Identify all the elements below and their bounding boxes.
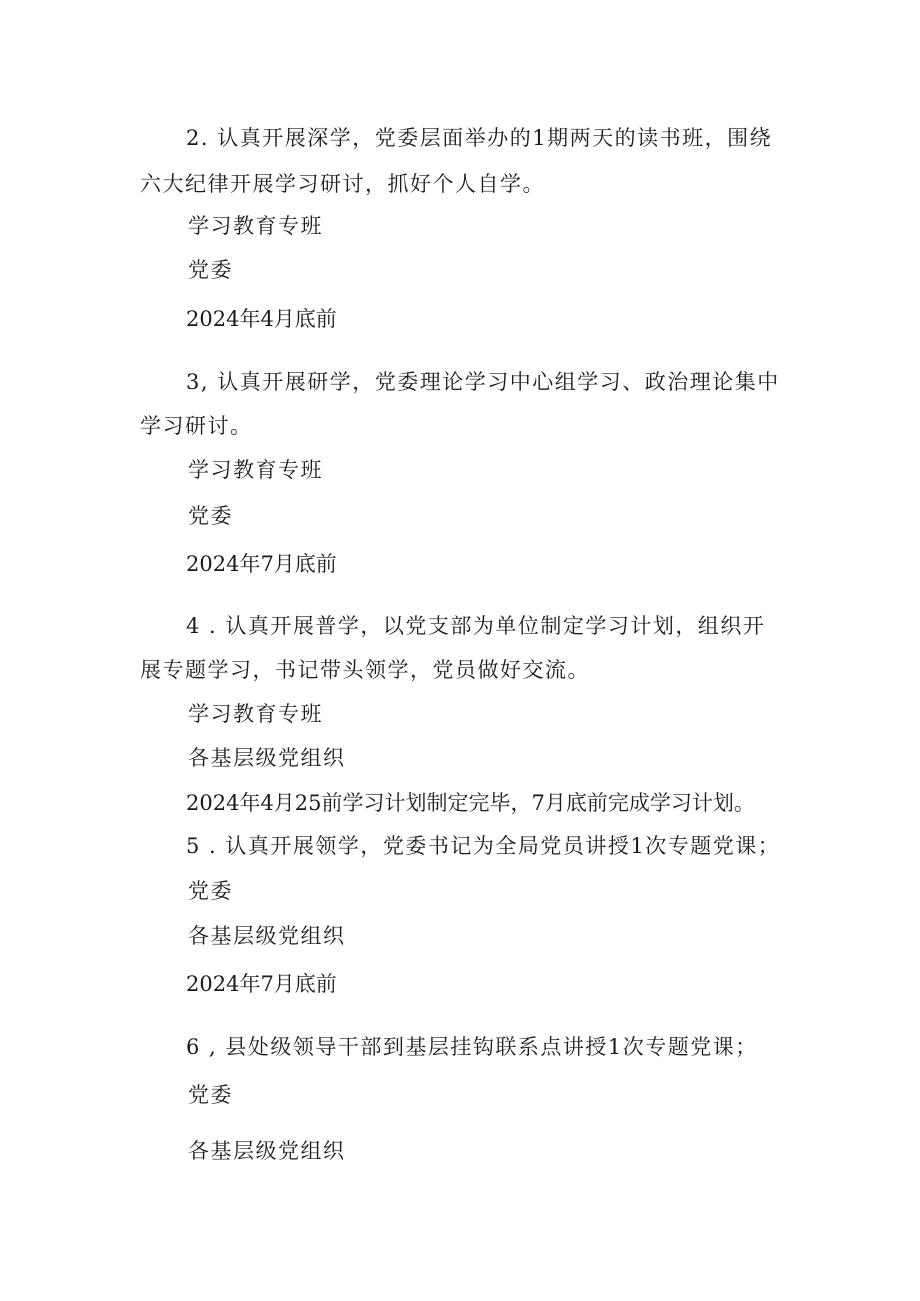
item-5-lead: 各基层级党组织 [188, 924, 346, 948]
item-2-lead: 党委 [188, 258, 233, 282]
item-2-line-2: 六大纪律开展学习研讨，抓好个人自学。 [140, 172, 545, 196]
item-3-deadline: 2024年7月底前 [186, 552, 337, 576]
item-6-lead: 各基层级党组织 [188, 1139, 346, 1163]
item-2-deadline: 2024年4月底前 [186, 307, 337, 331]
item-3-responsible-unit: 学习教育专班 [188, 458, 323, 482]
item-4-responsible-unit: 学习教育专班 [188, 702, 323, 726]
item-4-lead: 各基层级党组织 [188, 746, 346, 770]
item-4-line-1: 4 . 认真开展普学，以党支部为单位制定学习计划，组织开 [186, 614, 766, 638]
item-3-line-1: 3, 认真开展研学，党委理论学习中心组学习、政治理论集中 [186, 370, 780, 394]
item-4-line-2: 展专题学习，书记带头领学，党员做好交流。 [140, 658, 590, 682]
item-3-line-2: 学习研讨。 [140, 414, 253, 438]
item-4-deadline: 2024年4月25前学习计划制定完毕，7月底前完成学习计划。 [186, 791, 755, 815]
item-2-line-1: 2. 认真开展深学，党委层面举办的1期两天的读书班，围绕 [186, 126, 773, 150]
item-5-deadline: 2024年7月底前 [186, 972, 337, 996]
item-2-responsible-unit: 学习教育专班 [188, 214, 323, 238]
item-6-line-1: 6 , 县处级领导干部到基层挂钩联系点讲授1次专题党课； [186, 1035, 758, 1059]
item-5-line-1: 5 . 认真开展领学，党委书记为全局党员讲授1次专题党课； [186, 834, 781, 858]
item-6-responsible-unit: 党委 [188, 1083, 233, 1107]
item-3-lead: 党委 [188, 504, 233, 528]
item-5-responsible-unit: 党委 [188, 879, 233, 903]
